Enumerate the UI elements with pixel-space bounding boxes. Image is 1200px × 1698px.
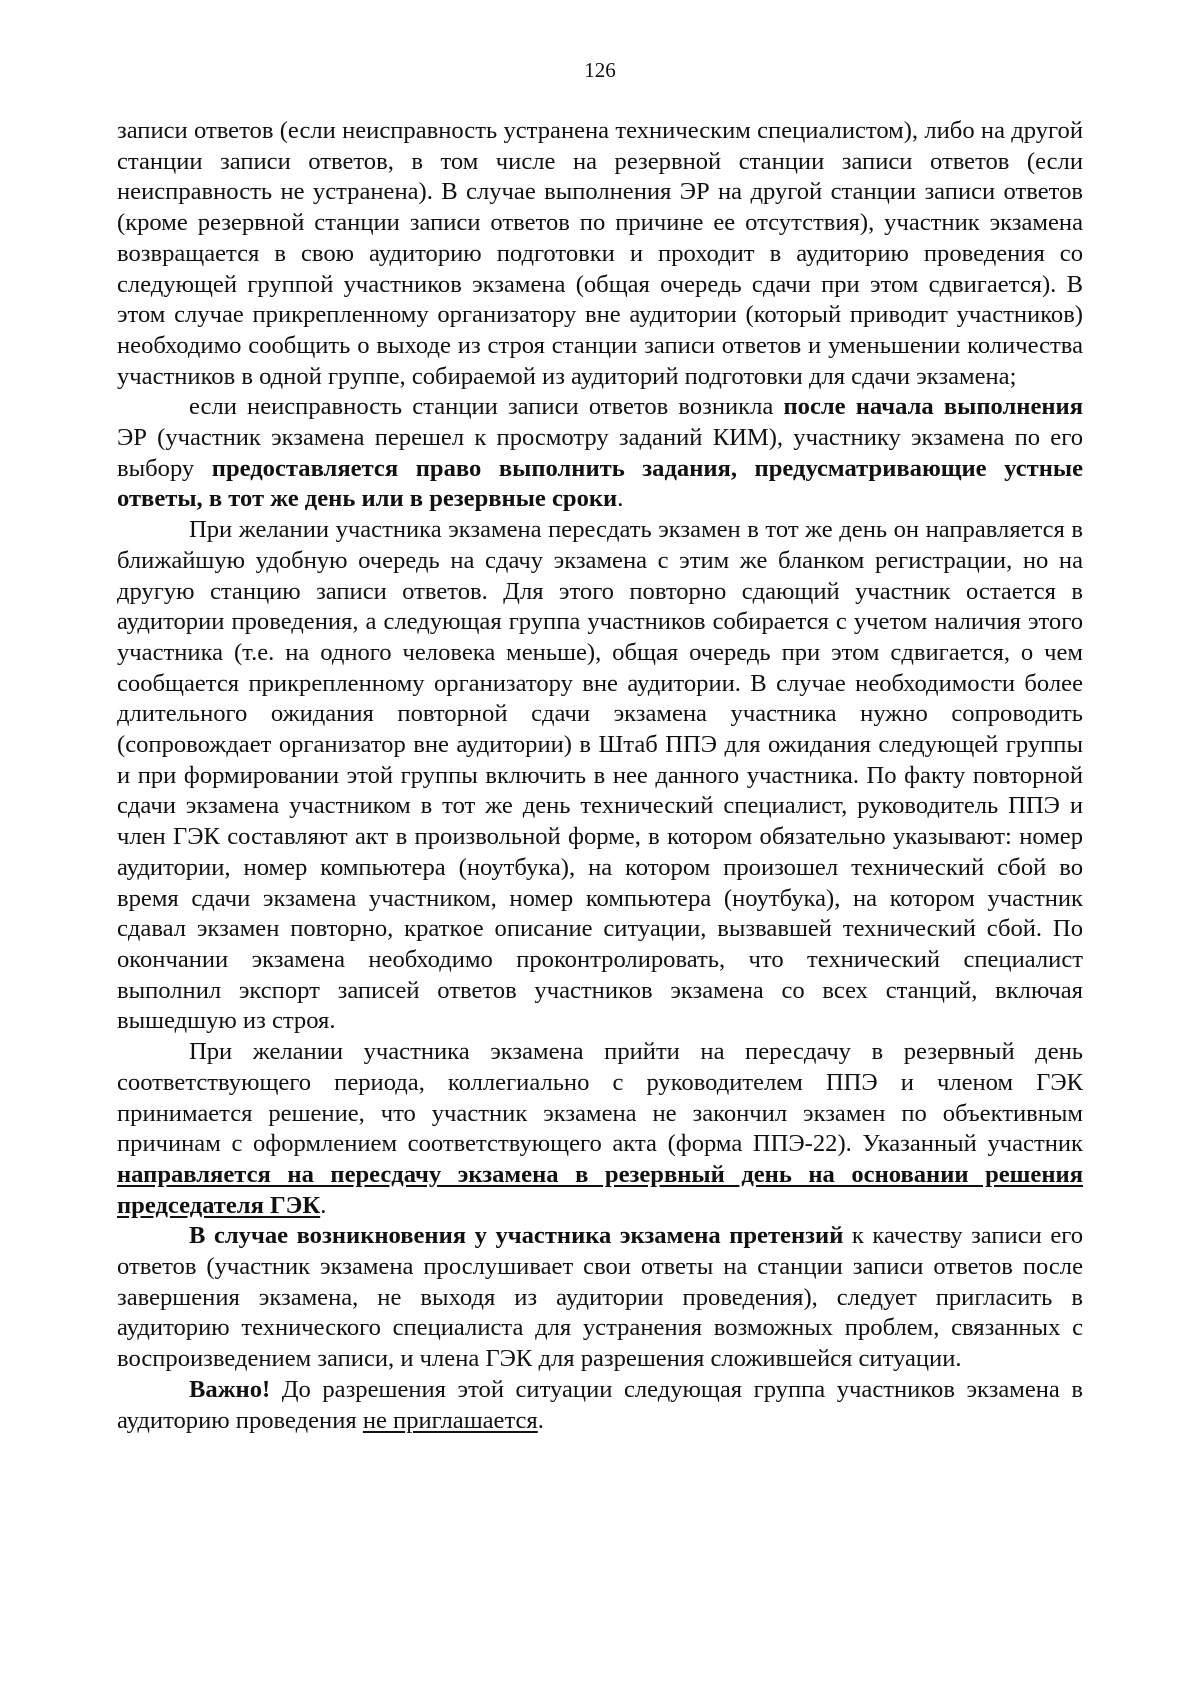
bold-text: направляется на пересдачу экзамена в резервный день на основании решения председателя ГЭК	[117, 1160, 1083, 1219]
paragraph	[117, 1037, 1083, 1221]
bold-text: В случае возникновения у участника экзамена претензий	[189, 1222, 844, 1250]
paragraph	[117, 116, 1083, 392]
document-body	[117, 116, 1083, 1436]
bold-text: Важно!	[189, 1375, 271, 1403]
text-run: При желании участника экзамена пересдать экзамен в тот же день он направляется в ближайшую удобную очередь на сдачу экзамена с этим же бланком регистрации, но на другую станцию записи ответов. Для этого повторно сдающий участник остается в аудитории проведения, а следующая группа участников собирается с учетом наличия этого участника (т.е. на одного человека меньше), общая очередь при этом сдвигается, о чем сообщается прикрепленному организатору вне аудитории. В случае необходимости более длительного ожидания повторной сдачи экзамена участника нужно сопроводить (сопровождает организатор вне аудитории) в Штаб ППЭ для ожидания следующей группы и при формировании этой группы включить в нее данного участника. По факту повторной сдачи экзамена участником в тот же день технический специалист, руководитель ППЭ и член ГЭК составляют акт в произвольной форме, в котором обязательно указывают: номер аудитории, номер компьютера (ноутбука), на котором произошел технический сбой во время сдачи экзамена участником, номер компьютера (ноутбука), на котором участник сдавал экзамен повторно, краткое описание ситуации, вызвавшей технический сбой. По окончании экзамена необходимо проконтролировать, что технический специалист выполнил экспорт записей ответов участников экзамена со всех станций, включая вышедшую из строя.	[117, 516, 1083, 1035]
text-run: записи ответов (если неисправность устранена техническим специалистом), либо на другой станции записи ответов, в том числе на резервной станции записи ответов (если неисправность не устранена). В случае выполнения ЭР на другой станции записи ответов (кроме резервной станции записи ответов по причине ее отсутствия), участник экзамена возвращается в свою аудиторию подготовки и проходит в аудиторию проведения со следующей группой участников экзамена (общая очередь сдачи при этом сдвигается). В этом случае прикрепленному организатору вне аудитории (который приводит участников) необходимо сообщить о выходе из строя станции записи ответов и уменьшении количества участников в одной группе, собираемой из аудиторий подготовки для сдачи экзамена;	[117, 117, 1083, 390]
paragraph	[117, 1221, 1083, 1375]
text-run: .	[537, 1406, 544, 1434]
text-run: До разрешения этой ситуации следующая группа участников экзамена в аудиторию проведения	[117, 1375, 1083, 1434]
text-run: .	[617, 485, 624, 513]
text-run: к качеству записи его ответов (участник экзамена прослушивает свои ответы на станции записи ответов после завершения экзамена, не выходя из аудитории проведения), следует пригласить в аудиторию технического специалиста для устранения возможных проблем, связанных с воспроизведением записи, и члена ГЭК для разрешения сложившейся ситуации.	[117, 1222, 1084, 1373]
paragraph	[117, 515, 1083, 1037]
bold-text: предоставляется право выполнить задания, предусматривающие устные ответы, в тот же день или в резервные сроки	[117, 454, 1083, 513]
text-run: ЭР (участник экзамена перешел к просмотру заданий КИМ), участнику экзамена по его выбору	[117, 424, 1083, 482]
paragraph	[117, 1375, 1083, 1436]
paragraph	[117, 392, 1083, 515]
text-run: если неисправность станции записи ответов возникла	[189, 393, 784, 421]
underlined-text: не приглашается	[362, 1406, 538, 1434]
text-run: .	[320, 1191, 327, 1219]
text-run: При желании участника экзамена прийти на пересдачу в резервный день соответствующего периода, коллегиально с руководителем ППЭ и членом ГЭК принимается решение, что участник экзамена не закончил экзамен по объективным причинам с оформлением соответствующего акта (форма ППЭ-22). Указанный участник	[117, 1038, 1083, 1158]
bold-text: после начала выполнения	[783, 393, 1084, 421]
page-number: 126	[584, 58, 616, 82]
